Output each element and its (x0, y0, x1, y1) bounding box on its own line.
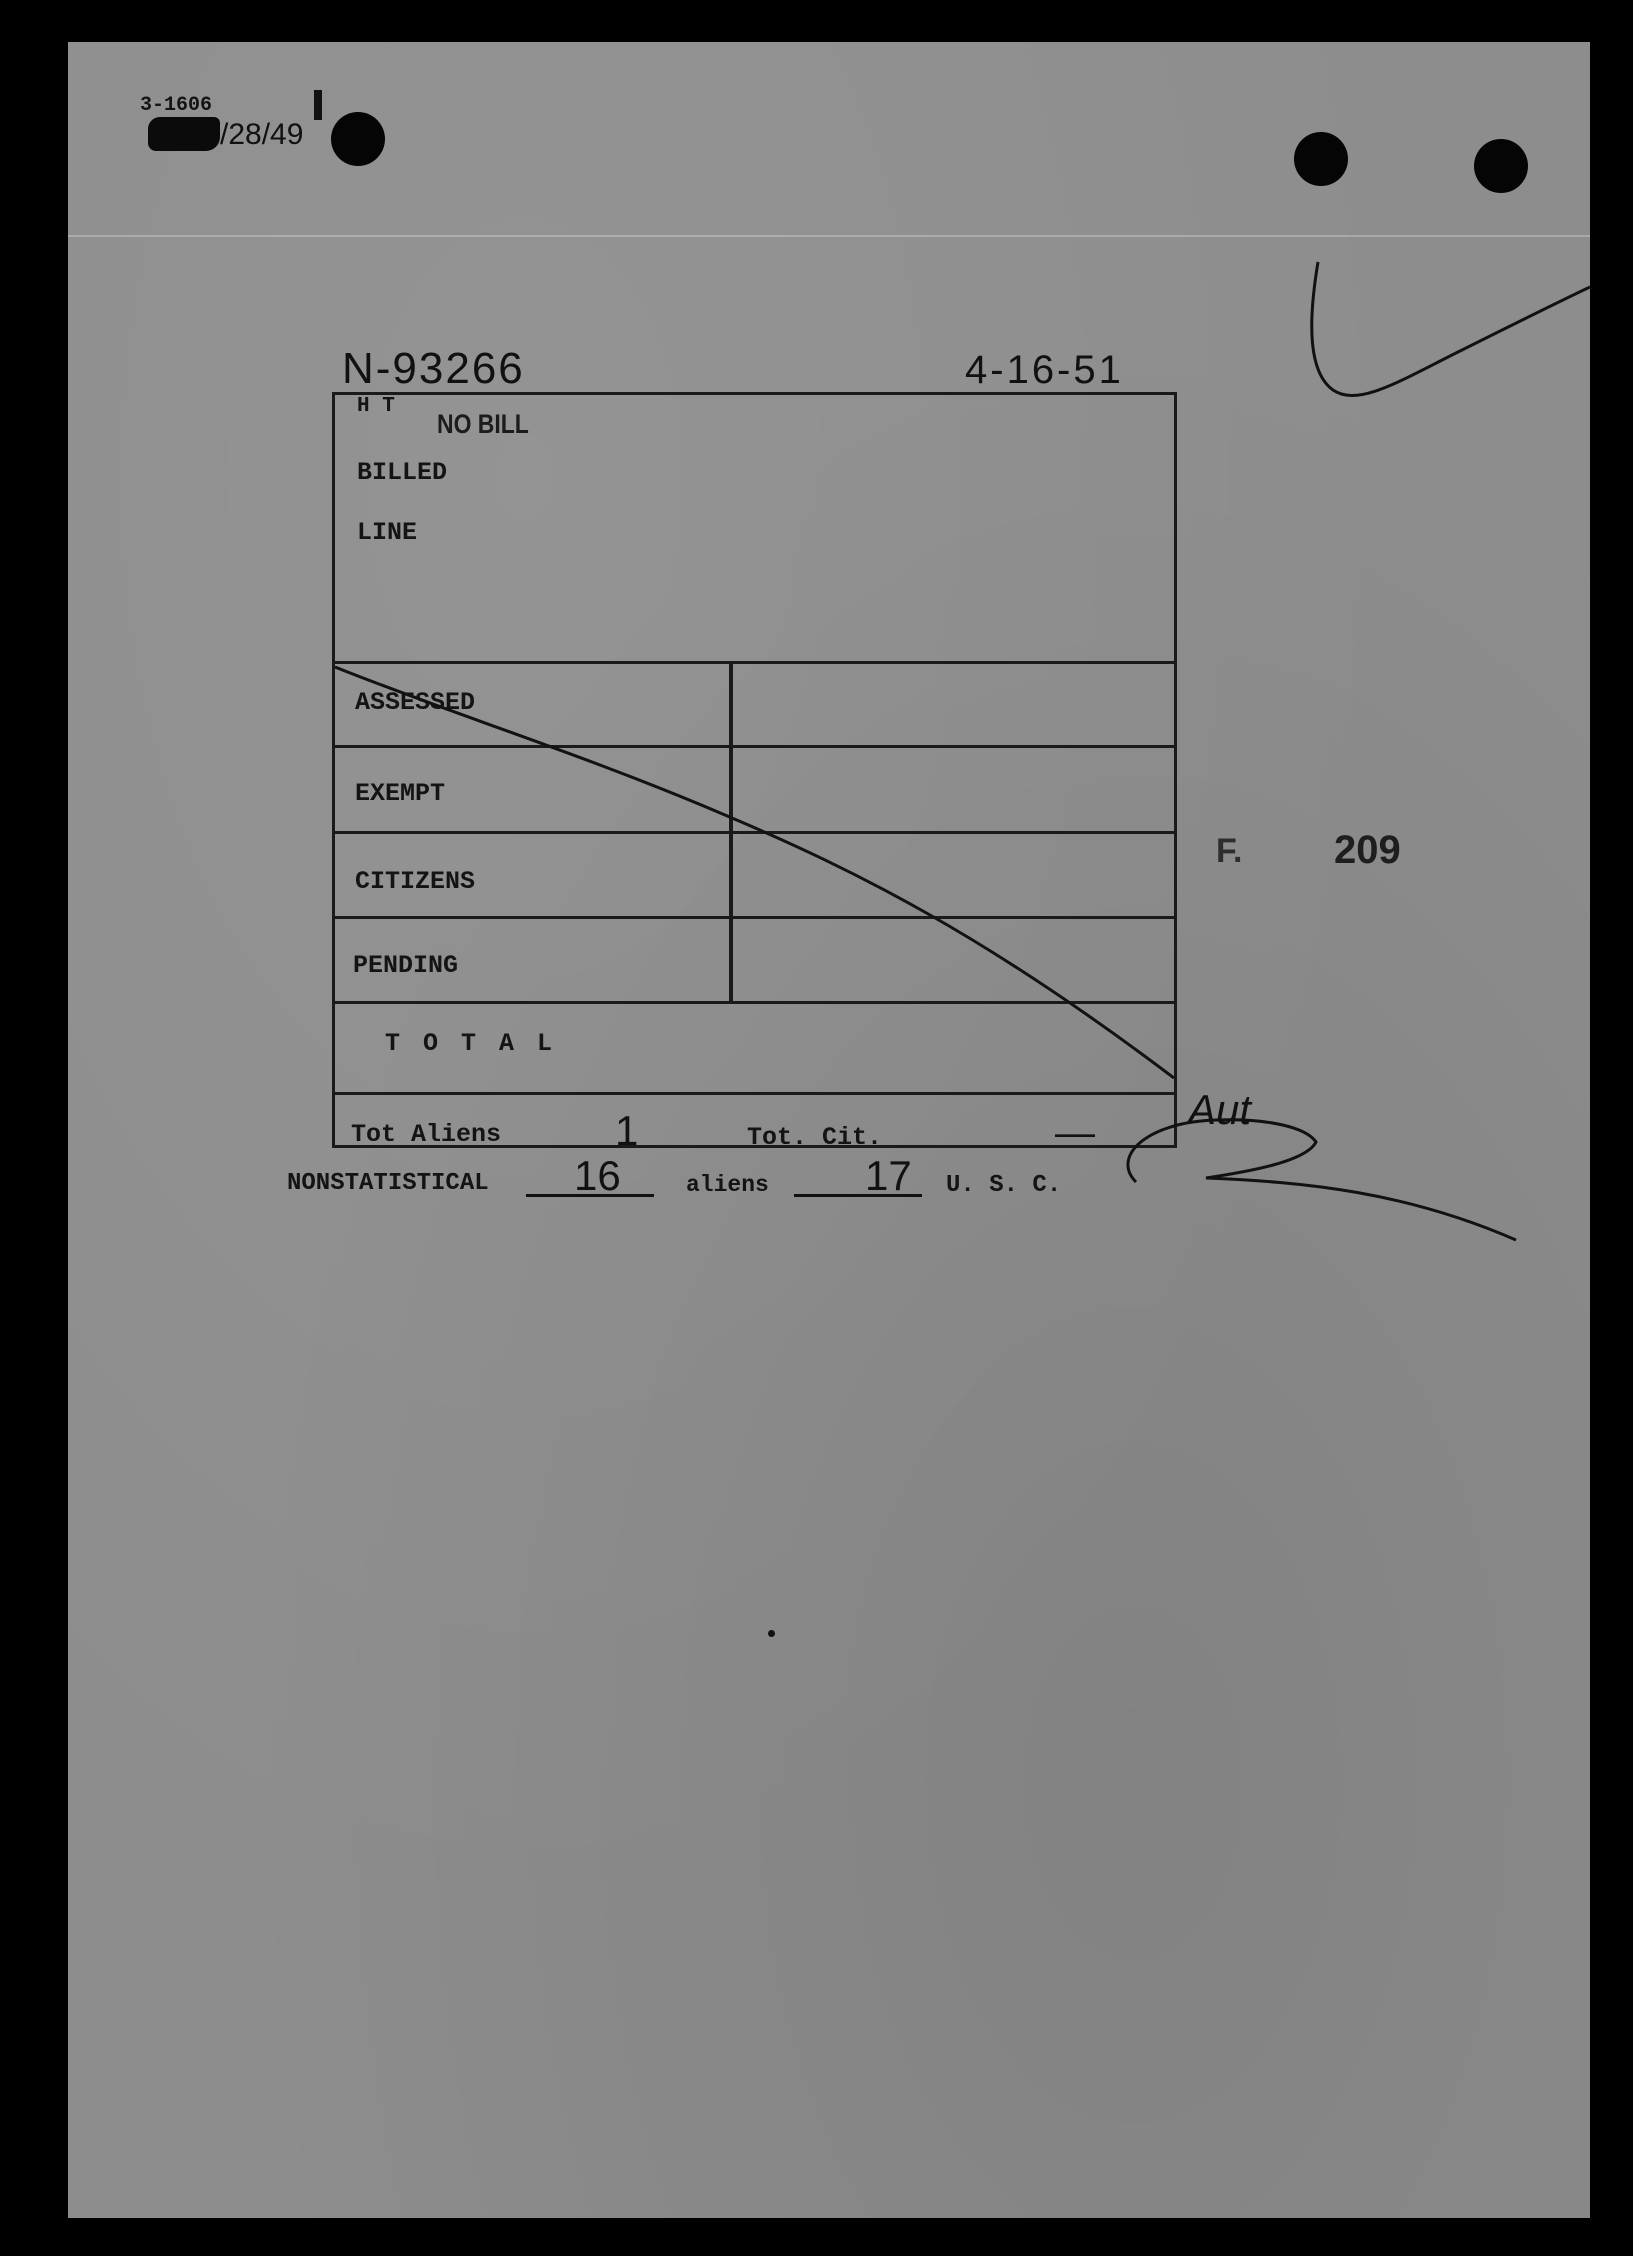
initials: Aut (1188, 1086, 1252, 1133)
tot-aliens-label: Tot Aliens (351, 1120, 502, 1149)
nonstatistical-label: NONSTATISTICAL (287, 1170, 489, 1197)
usc-label: U. S. C. (946, 1172, 1062, 1199)
row-label-assessed: ASSESSED (355, 688, 476, 717)
row-label-line: LINE (357, 518, 418, 547)
side-stamp-number: 209 (1334, 828, 1401, 872)
punch-hole-right (1474, 139, 1528, 193)
side-stamp-prefix: F. (1216, 832, 1243, 870)
initials-signature (1106, 1082, 1526, 1242)
date-partial: /28/49 (220, 118, 304, 151)
ink-speck (768, 1630, 775, 1637)
row-label-pending: PENDING (353, 951, 459, 980)
tot-cit-label: Tot. Cit. (747, 1123, 883, 1152)
file-number-partial: 3-1606 (140, 94, 213, 117)
status-label: H T (357, 395, 395, 418)
ink-speck (314, 90, 322, 120)
no-bill-stamp: NO BILL (437, 409, 529, 439)
total-label: T O T A L (385, 1029, 557, 1058)
document-page (68, 42, 1590, 2218)
row-label-exempt: EXEMPT (355, 779, 446, 808)
case-number: N-93266 (342, 344, 525, 393)
redaction-blot (148, 117, 220, 151)
tot-cit-value: — (1055, 1111, 1095, 1155)
case-date: 4-16-51 (965, 348, 1124, 392)
statistics-form (332, 392, 1177, 1155)
usc-count: 17 (865, 1152, 912, 1199)
row-label-billed: BILLED (357, 458, 448, 487)
tot-aliens-value: 1 (615, 1107, 639, 1154)
punch-hole-left (331, 112, 385, 166)
row-label-citizens: CITIZENS (355, 867, 476, 896)
aliens-count: 16 (574, 1152, 621, 1199)
strike-through-line (335, 395, 1174, 1145)
aliens-label: aliens (686, 1172, 769, 1198)
punch-hole-middle (1294, 132, 1348, 186)
handwritten-curve (1238, 212, 1590, 412)
